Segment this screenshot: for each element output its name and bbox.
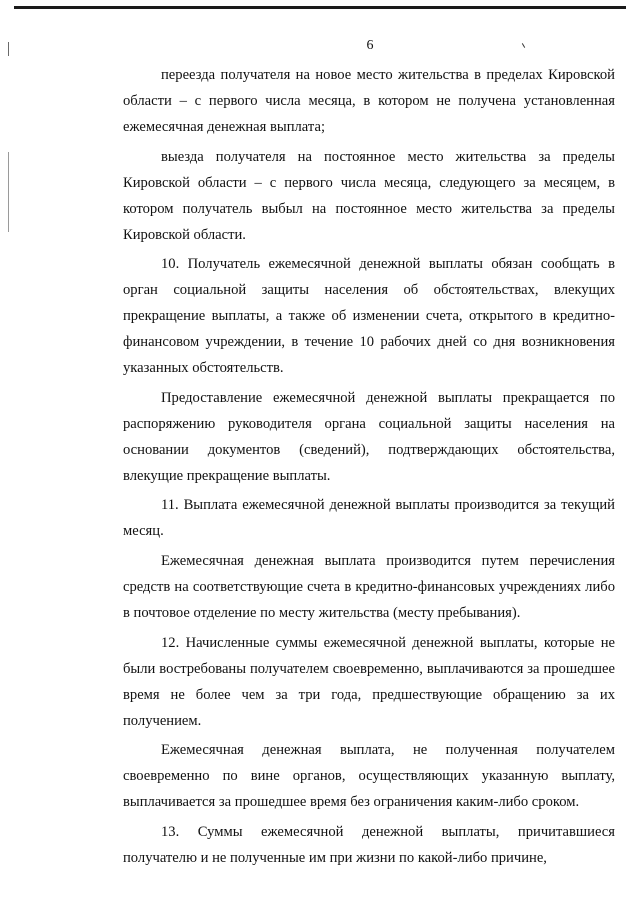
paragraph-clause-13: 13. Суммы ежемесячной денежной выплаты, причитавшиеся получателю и не полученные им при жизни по какой-либо причине, bbox=[123, 823, 615, 866]
paragraph-unpaid-by-authority-fault: Ежемесячная денежная выплата, не полученная получателем своевременно по вине органов, осуществляющих указанную выплату, выплачивается за прошедшее время без ограничения каким-либо сроком. bbox=[123, 742, 615, 811]
paragraph-departure-outside-region: выезда получателя на постоянное место жительства за пределы Кировской области – с первого числа месяца, следующего за месяцем, в котором получатель выбыл на постоянное место жительства за пределы Кировской области. bbox=[123, 148, 615, 243]
top-border-line bbox=[14, 6, 626, 9]
paragraph-payment-method: Ежемесячная денежная выплата производится путем перечисления средств на соответствующие счета в кредитно-финансовых учреждениях либо в почтовое отделение по месту жительства (месту пребывания). bbox=[123, 552, 615, 621]
scan-artifact bbox=[8, 152, 9, 232]
paragraph-termination-order: Предоставление ежемесячной денежной выплаты прекращается по распоряжению руководителя органа социальной защиты населения на основании документов (сведений), подтверждающих обстоятельства, влекущие прекращение выплаты. bbox=[123, 389, 615, 484]
document-body bbox=[123, 62, 615, 871]
paragraph-relocation-within-region: переезда получателя на новое место жительства в пределах Кировской области – с первого числа месяца, в котором не получена установленная ежемесячная денежная выплата; bbox=[123, 67, 615, 135]
paragraph-clause-12: 12. Начисленные суммы ежемесячной денежной выплаты, которые не были востребованы получателем своевременно, выплачиваются за прошедшее время не более чем за три года, предшествующие обращению за их получением. bbox=[123, 634, 615, 729]
page-number: 6 bbox=[366, 38, 374, 53]
paragraph-clause-10: 10. Получатель ежемесячной денежной выплаты обязан сообщать в орган социальной защиты населения об обстоятельствах, влекущих прекращение выплаты, а также об изменении счета, открытого в кредитно-финансовом учреждении, в течение 10 рабочих дней со дня возникновения указанных обстоятельств. bbox=[123, 256, 615, 377]
paragraph-clause-11: 11. Выплата ежемесячной денежной выплаты производится за текущий месяц. bbox=[123, 497, 615, 540]
